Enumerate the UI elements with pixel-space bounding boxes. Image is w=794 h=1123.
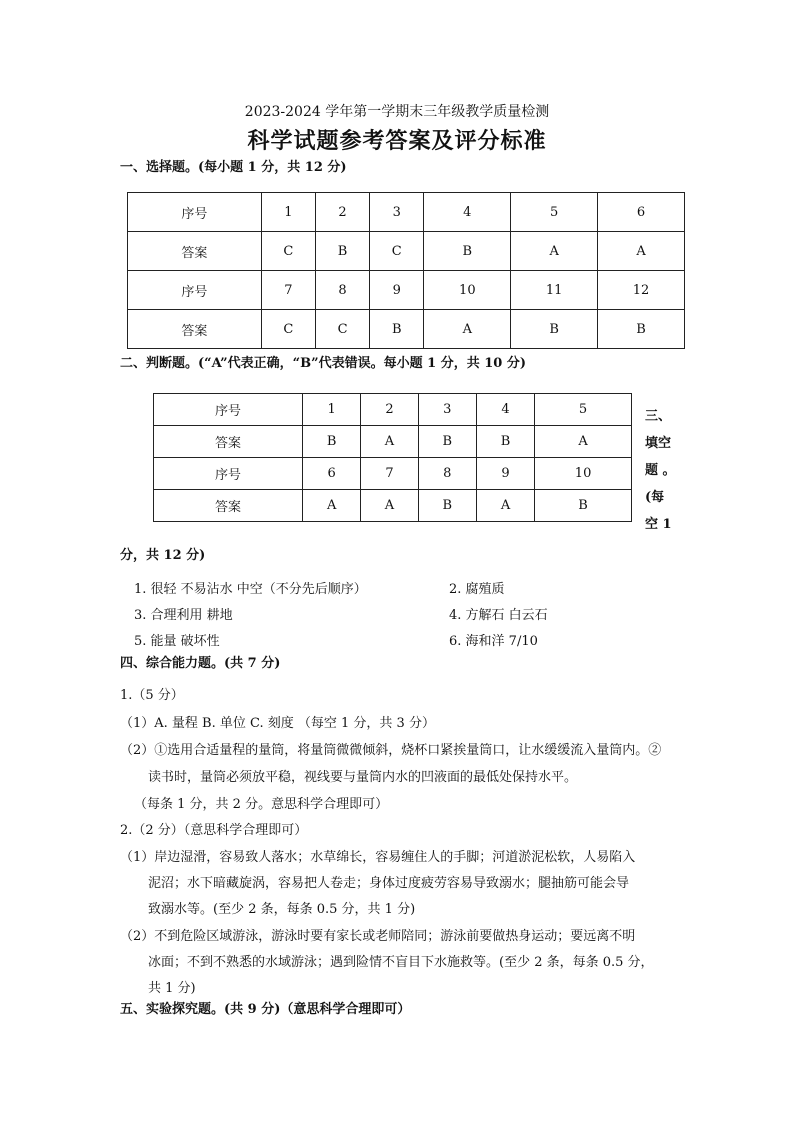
table-row bbox=[154, 490, 632, 522]
table-cell: 1 bbox=[261, 193, 315, 232]
table-cell: 7 bbox=[261, 271, 315, 310]
table-cell: 3 bbox=[418, 394, 476, 426]
table-cell: A bbox=[361, 426, 418, 458]
table-cell: C bbox=[315, 310, 369, 349]
row-label-cell: 答案 bbox=[154, 490, 303, 522]
answer-line: 2.（2 分）（意思科学合理即可） bbox=[120, 823, 308, 838]
table-cell: B bbox=[418, 426, 476, 458]
table-cell: 1 bbox=[303, 394, 361, 426]
section3-side-line: 题 。 bbox=[645, 463, 676, 478]
table-cell: B bbox=[370, 310, 424, 349]
table-cell: 5 bbox=[535, 394, 632, 426]
table-cell: C bbox=[370, 232, 424, 271]
fill-answer: 3. 合理利用 耕地 bbox=[134, 608, 233, 623]
table-cell: B bbox=[511, 310, 598, 349]
table-cell: 3 bbox=[370, 193, 424, 232]
table-cell: 6 bbox=[598, 193, 685, 232]
table-cell: A bbox=[303, 490, 361, 522]
answer-line: 共 1 分) bbox=[148, 981, 196, 996]
row-label-cell: 序号 bbox=[154, 458, 303, 490]
section3-heading-cont: 分，共 12 分) bbox=[120, 548, 206, 563]
table-cell: B bbox=[303, 426, 361, 458]
row-label-cell: 序号 bbox=[128, 193, 262, 232]
answer-line: （1）岸边湿滑，容易致人落水；水草绵长，容易缠住人的手脚；河道淤泥松软，人易陷入 bbox=[120, 850, 636, 865]
table-cell: A bbox=[511, 232, 598, 271]
answer-line: 读书时，量筒必须放平稳，视线要与量筒内水的凹液面的最低处保持水平。 bbox=[148, 770, 578, 785]
table-cell: 8 bbox=[418, 458, 476, 490]
table-row bbox=[128, 193, 685, 232]
table-cell: 7 bbox=[361, 458, 418, 490]
table-cell: A bbox=[361, 490, 418, 522]
table-cell: 2 bbox=[315, 193, 369, 232]
section5-heading: 五、实验探究题。(共 9 分)（意思科学合理即可） bbox=[120, 1002, 411, 1017]
exam-subtitle: 2023-2024 学年第一学期末三年级教学质量检测 bbox=[244, 104, 550, 120]
fill-answer: 2. 腐殖质 bbox=[449, 582, 505, 597]
table-cell: 11 bbox=[511, 271, 598, 310]
row-label-cell: 答案 bbox=[154, 426, 303, 458]
table-cell: 4 bbox=[424, 193, 511, 232]
table-row bbox=[128, 232, 685, 271]
choice-answer-table bbox=[127, 192, 685, 349]
table-cell: B bbox=[418, 490, 476, 522]
section3-side-line: 空 1 bbox=[645, 517, 672, 532]
fill-answer: 5. 能量 破坏性 bbox=[134, 634, 220, 649]
section4-heading: 四、综合能力题。(共 7 分) bbox=[120, 656, 281, 671]
table-cell: 2 bbox=[361, 394, 418, 426]
table-cell: A bbox=[424, 310, 511, 349]
table-cell: 12 bbox=[598, 271, 685, 310]
row-label-cell: 序号 bbox=[154, 394, 303, 426]
section1-heading: 一、选择题。(每小题 1 分，共 12 分) bbox=[120, 160, 347, 175]
section3-heading-side bbox=[645, 403, 676, 538]
answer-line: （1）A. 量程 B. 单位 C. 刻度 （每空 1 分，共 3 分） bbox=[120, 716, 435, 731]
table-cell: A bbox=[535, 426, 632, 458]
judgment-answer-table bbox=[153, 393, 632, 522]
table-row bbox=[154, 458, 632, 490]
table-cell: B bbox=[315, 232, 369, 271]
table-cell: 8 bbox=[315, 271, 369, 310]
section3-side-line: 填空 bbox=[645, 436, 672, 451]
table-cell: C bbox=[261, 232, 315, 271]
table-cell: 4 bbox=[476, 394, 534, 426]
page-title: 科学试题参考答案及评分标准 bbox=[247, 128, 547, 154]
table-row bbox=[128, 310, 685, 349]
answer-line: 泥沼；水下暗藏旋涡，容易把人卷走；身体过度疲劳容易导致溺水；腿抽筋可能会导 bbox=[148, 876, 630, 891]
table-cell: 10 bbox=[535, 458, 632, 490]
row-label-cell: 答案 bbox=[128, 310, 262, 349]
table-cell: B bbox=[476, 426, 534, 458]
table-cell: 5 bbox=[511, 193, 598, 232]
section3-side-line: 三、 bbox=[645, 409, 672, 424]
section2-heading: 二、判断题。(“A”代表正确，“B”代表错误。每小题 1 分，共 10 分) bbox=[120, 356, 526, 371]
fill-answer: 6. 海和洋 7/10 bbox=[449, 634, 538, 649]
answer-line: （2）不到危险区域游泳，游泳时要有家长或老师陪同；游泳前要做热身运动；要远离不明 bbox=[120, 929, 636, 944]
table-row bbox=[154, 394, 632, 426]
table-cell: B bbox=[598, 310, 685, 349]
row-label-cell: 答案 bbox=[128, 232, 262, 271]
fill-answer: 1. 很轻 不易沾水 中空（不分先后顺序） bbox=[134, 582, 367, 597]
table-cell: C bbox=[261, 310, 315, 349]
fill-answer: 4. 方解石 白云石 bbox=[449, 608, 548, 623]
answer-line: 致溺水等。(至少 2 条，每条 0.5 分，共 1 分) bbox=[148, 902, 416, 917]
table-cell: A bbox=[598, 232, 685, 271]
section3-side-line: (每 bbox=[645, 490, 665, 505]
answer-line: 1.（5 分） bbox=[120, 688, 184, 703]
row-label-cell: 序号 bbox=[128, 271, 262, 310]
answer-line: （2）①选用合适量程的量筒，将量筒微微倾斜，烧杯口紧挨量筒口，让水缓缓流入量筒内。② bbox=[120, 743, 662, 758]
answer-line: （每条 1 分，共 2 分。意思科学合理即可） bbox=[134, 797, 389, 812]
table-row bbox=[128, 271, 685, 310]
table-cell: 6 bbox=[303, 458, 361, 490]
table-cell: 9 bbox=[476, 458, 534, 490]
answer-line: 冰面；不到不熟悉的水域游泳；遇到险情不盲目下水施救等。(至少 2 条，每条 0.5 分， bbox=[148, 955, 654, 970]
table-cell: B bbox=[535, 490, 632, 522]
table-cell: 10 bbox=[424, 271, 511, 310]
table-cell: A bbox=[476, 490, 534, 522]
table-cell: B bbox=[424, 232, 511, 271]
table-cell: 9 bbox=[370, 271, 424, 310]
table-row bbox=[154, 426, 632, 458]
